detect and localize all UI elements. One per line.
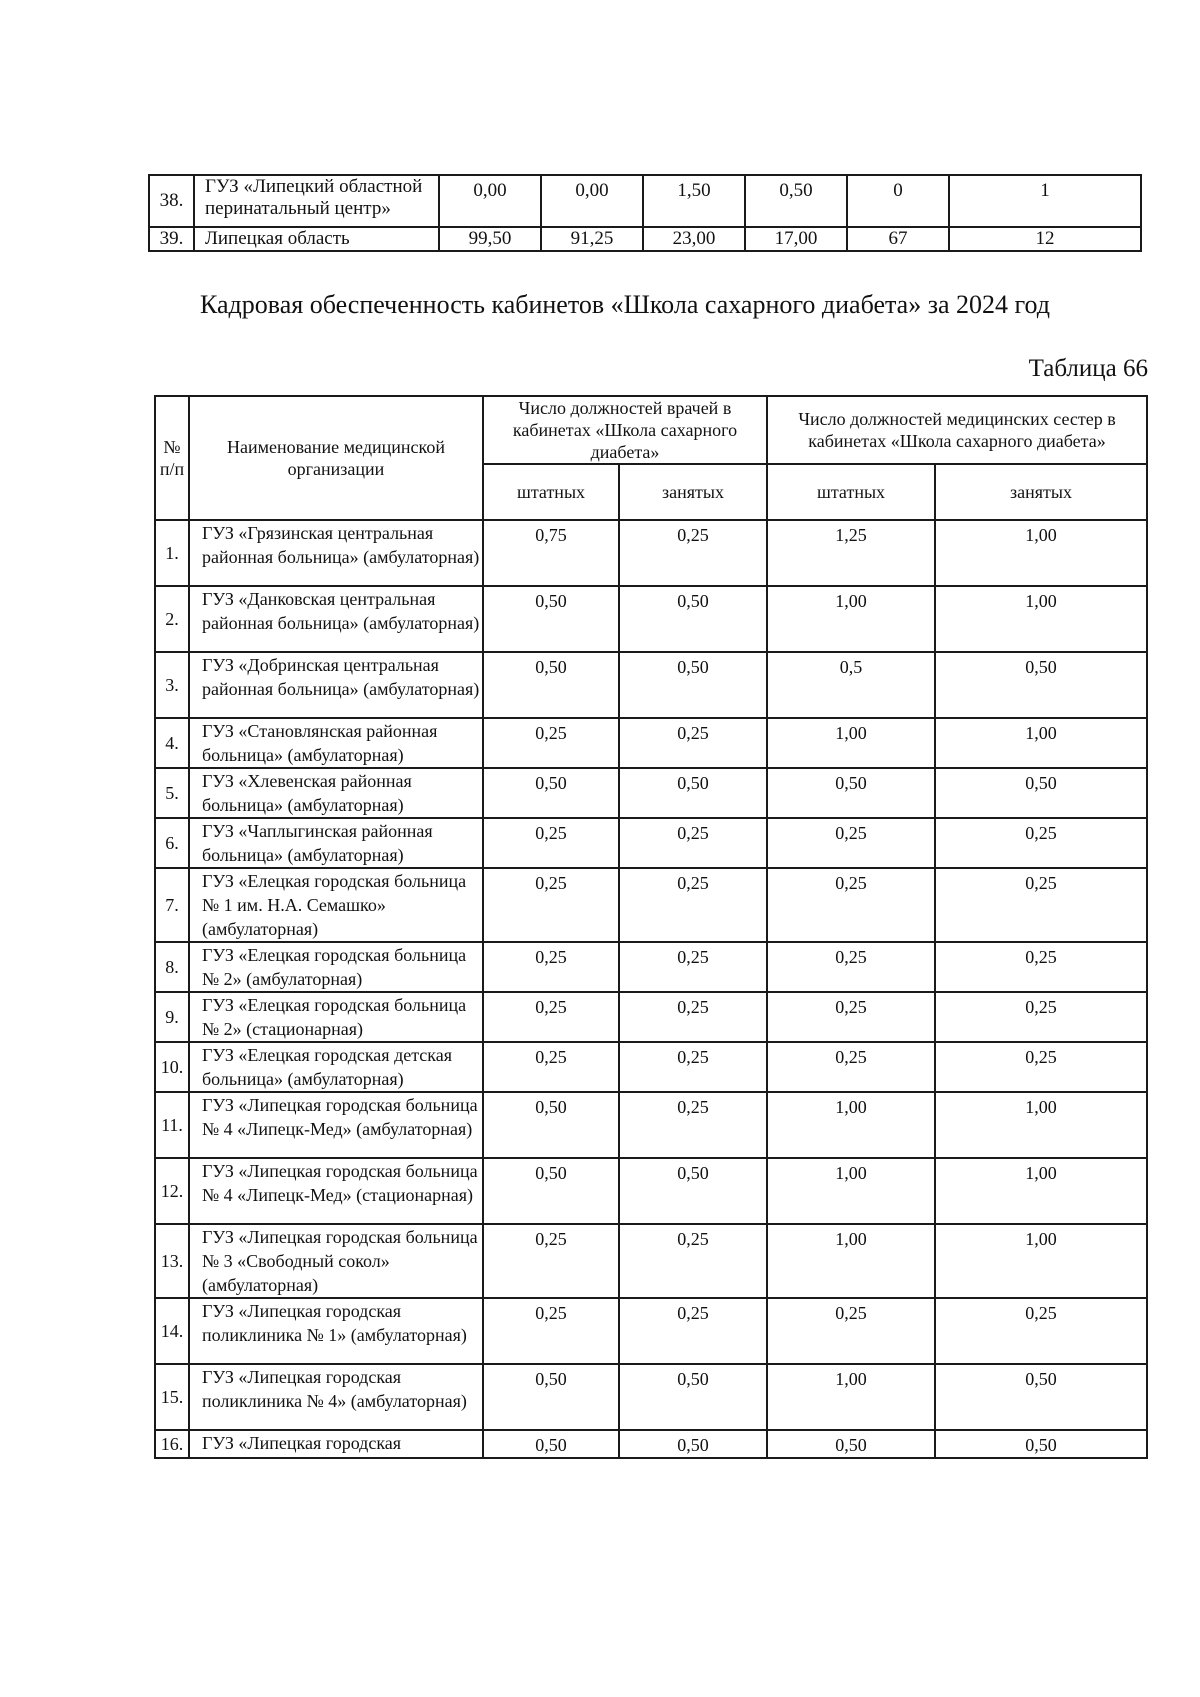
value-cell: 0,25 bbox=[483, 1298, 619, 1364]
value-cell: 0,75 bbox=[483, 520, 619, 586]
row-number: 16. bbox=[155, 1430, 189, 1458]
value-cell: 1,00 bbox=[767, 1092, 935, 1158]
value-cell: 67 bbox=[847, 227, 949, 251]
table-row bbox=[155, 868, 1147, 942]
header-doctors-occupied: занятых bbox=[619, 464, 767, 520]
table-number-label: Таблица 66 bbox=[1028, 355, 1148, 382]
table-row bbox=[149, 175, 1141, 227]
value-cell: 1,00 bbox=[767, 718, 935, 768]
value-cell: 0,25 bbox=[935, 868, 1147, 942]
value-cell: 1,00 bbox=[935, 1224, 1147, 1298]
value-cell: 0,25 bbox=[767, 1042, 935, 1092]
row-number: 7. bbox=[155, 868, 189, 942]
row-number: 13. bbox=[155, 1224, 189, 1298]
value-cell: 0,25 bbox=[619, 1298, 767, 1364]
value-cell: 0,25 bbox=[619, 520, 767, 586]
continuation-table bbox=[148, 174, 1142, 252]
table-row bbox=[155, 768, 1147, 818]
org-name: ГУЗ «Грязинская центральная районная больница» (амбулаторная) bbox=[189, 520, 483, 586]
value-cell: 12 bbox=[949, 227, 1141, 251]
value-cell: 1,25 bbox=[767, 520, 935, 586]
value-cell: 1,50 bbox=[643, 175, 745, 227]
table-row bbox=[155, 1158, 1147, 1224]
org-name: ГУЗ «Липецкая городская больница № 4 «Липецк-Мед» (стационарная) bbox=[189, 1158, 483, 1224]
value-cell: 0,25 bbox=[483, 868, 619, 942]
value-cell: 0,25 bbox=[619, 1224, 767, 1298]
org-name: ГУЗ «Елецкая городская больница № 1 им. Н.А. Семашко» (амбулаторная) bbox=[189, 868, 483, 942]
row-number: 8. bbox=[155, 942, 189, 992]
value-cell: 0,50 bbox=[745, 175, 847, 227]
row-number: 38. bbox=[149, 175, 194, 227]
table-row bbox=[155, 1298, 1147, 1364]
value-cell: 0,25 bbox=[935, 818, 1147, 868]
value-cell: 0,25 bbox=[619, 818, 767, 868]
value-cell: 0,50 bbox=[767, 768, 935, 818]
value-cell: 0,25 bbox=[935, 942, 1147, 992]
value-cell: 0,50 bbox=[483, 1430, 619, 1458]
header-nurses-occupied: занятых bbox=[935, 464, 1147, 520]
value-cell: 1 bbox=[949, 175, 1141, 227]
value-cell: 0,50 bbox=[619, 1364, 767, 1430]
org-name: ГУЗ «Липецкий областной перинатальный центр» bbox=[194, 175, 439, 227]
value-cell: 0,25 bbox=[935, 1298, 1147, 1364]
value-cell: 1,00 bbox=[935, 718, 1147, 768]
org-name: ГУЗ «Елецкая городская детская больница» (амбулаторная) bbox=[189, 1042, 483, 1092]
value-cell: 1,00 bbox=[935, 520, 1147, 586]
value-cell: 0,25 bbox=[935, 1042, 1147, 1092]
value-cell: 0,50 bbox=[935, 652, 1147, 718]
value-cell: 1,00 bbox=[935, 1092, 1147, 1158]
value-cell: 0,25 bbox=[619, 718, 767, 768]
value-cell: 0,50 bbox=[483, 768, 619, 818]
org-name: ГУЗ «Чаплыгинская районная больница» (амбулаторная) bbox=[189, 818, 483, 868]
row-number: 11. bbox=[155, 1092, 189, 1158]
org-name: ГУЗ «Липецкая городская поликлиника № 4» (амбулаторная) bbox=[189, 1364, 483, 1430]
value-cell: 0,50 bbox=[935, 1364, 1147, 1430]
value-cell: 0,00 bbox=[541, 175, 643, 227]
row-number: 9. bbox=[155, 992, 189, 1042]
value-cell: 1,00 bbox=[935, 1158, 1147, 1224]
value-cell: 0,50 bbox=[619, 1430, 767, 1458]
value-cell: 1,00 bbox=[767, 1224, 935, 1298]
value-cell: 0,50 bbox=[483, 1364, 619, 1430]
value-cell: 0,25 bbox=[483, 1042, 619, 1092]
value-cell: 99,50 bbox=[439, 227, 541, 251]
value-cell: 0,50 bbox=[767, 1430, 935, 1458]
header-nurses: Число должностей медицинских сестер в кабинетах «Школа сахарного диабета» bbox=[767, 396, 1147, 464]
row-number: 12. bbox=[155, 1158, 189, 1224]
table-row bbox=[155, 942, 1147, 992]
row-number: 3. bbox=[155, 652, 189, 718]
table-row bbox=[149, 227, 1141, 251]
table-row bbox=[155, 992, 1147, 1042]
value-cell: 0,25 bbox=[483, 942, 619, 992]
value-cell: 23,00 bbox=[643, 227, 745, 251]
value-cell: 0,50 bbox=[619, 586, 767, 652]
header-nurses-staff: штатных bbox=[767, 464, 935, 520]
row-number: 14. bbox=[155, 1298, 189, 1364]
value-cell: 0,25 bbox=[767, 868, 935, 942]
value-cell: 0,25 bbox=[619, 942, 767, 992]
org-name: ГУЗ «Хлевенская районная больница» (амбулаторная) bbox=[189, 768, 483, 818]
staffing-table bbox=[154, 395, 1148, 1459]
value-cell: 0,50 bbox=[619, 768, 767, 818]
row-number: 4. bbox=[155, 718, 189, 768]
value-cell: 91,25 bbox=[541, 227, 643, 251]
value-cell: 0,25 bbox=[767, 992, 935, 1042]
value-cell: 0,25 bbox=[619, 1042, 767, 1092]
row-number: 10. bbox=[155, 1042, 189, 1092]
table-row bbox=[155, 718, 1147, 768]
row-number: 5. bbox=[155, 768, 189, 818]
table-row bbox=[155, 652, 1147, 718]
value-cell: 0,50 bbox=[619, 1158, 767, 1224]
page-title: Кадровая обеспеченность кабинетов «Школа сахарного диабета» за 2024 год bbox=[200, 290, 1051, 319]
value-cell: 0,25 bbox=[619, 1092, 767, 1158]
value-cell: 0,25 bbox=[767, 1298, 935, 1364]
table-row bbox=[155, 818, 1147, 868]
value-cell: 0,25 bbox=[767, 942, 935, 992]
value-cell: 0,00 bbox=[439, 175, 541, 227]
value-cell: 0,50 bbox=[483, 586, 619, 652]
value-cell: 0,50 bbox=[483, 652, 619, 718]
row-number: 39. bbox=[149, 227, 194, 251]
value-cell: 17,00 bbox=[745, 227, 847, 251]
header-doctors-staff: штатных bbox=[483, 464, 619, 520]
row-number: 2. bbox=[155, 586, 189, 652]
value-cell: 1,00 bbox=[767, 586, 935, 652]
value-cell: 0,25 bbox=[767, 818, 935, 868]
table-row bbox=[155, 1364, 1147, 1430]
org-name: Липецкая область bbox=[194, 227, 439, 251]
value-cell: 0,25 bbox=[483, 1224, 619, 1298]
value-cell: 0,25 bbox=[483, 818, 619, 868]
org-name: ГУЗ «Елецкая городская больница № 2» (амбулаторная) bbox=[189, 942, 483, 992]
row-number: 1. bbox=[155, 520, 189, 586]
header-doctors: Число должностей врачей в кабинетах «Школа сахарного диабета» bbox=[483, 396, 767, 464]
header-num: № п/п bbox=[155, 396, 189, 520]
table-row bbox=[155, 586, 1147, 652]
value-cell: 0,50 bbox=[935, 768, 1147, 818]
value-cell: 0,50 bbox=[935, 1430, 1147, 1458]
value-cell: 0 bbox=[847, 175, 949, 227]
row-number: 6. bbox=[155, 818, 189, 868]
org-name: ГУЗ «Данковская центральная районная больница» (амбулаторная) bbox=[189, 586, 483, 652]
value-cell: 1,00 bbox=[767, 1158, 935, 1224]
value-cell: 0,25 bbox=[619, 868, 767, 942]
table-row bbox=[155, 1224, 1147, 1298]
table-row bbox=[155, 520, 1147, 586]
value-cell: 1,00 bbox=[935, 586, 1147, 652]
table-row bbox=[155, 1430, 1147, 1458]
org-name: ГУЗ «Добринская центральная районная больница» (амбулаторная) bbox=[189, 652, 483, 718]
org-name: ГУЗ «Становлянская районная больница» (амбулаторная) bbox=[189, 718, 483, 768]
header-org-name: Наименование медицинской организации bbox=[189, 396, 483, 520]
org-name: ГУЗ «Липецкая городская поликлиника № 1» (амбулаторная) bbox=[189, 1298, 483, 1364]
value-cell: 1,00 bbox=[767, 1364, 935, 1430]
value-cell: 0,25 bbox=[483, 718, 619, 768]
value-cell: 0,5 bbox=[767, 652, 935, 718]
value-cell: 0,50 bbox=[619, 652, 767, 718]
org-name: ГУЗ «Липецкая городская больница № 4 «Липецк-Мед» (амбулаторная) bbox=[189, 1092, 483, 1158]
value-cell: 0,50 bbox=[483, 1158, 619, 1224]
org-name: ГУЗ «Липецкая городская больница № 3 «Свободный сокол» (амбулаторная) bbox=[189, 1224, 483, 1298]
table-row bbox=[155, 1092, 1147, 1158]
org-name: ГУЗ «Липецкая городская bbox=[189, 1430, 483, 1458]
table-row bbox=[155, 1042, 1147, 1092]
value-cell: 0,25 bbox=[935, 992, 1147, 1042]
row-number: 15. bbox=[155, 1364, 189, 1430]
org-name: ГУЗ «Елецкая городская больница № 2» (стационарная) bbox=[189, 992, 483, 1042]
value-cell: 0,25 bbox=[619, 992, 767, 1042]
value-cell: 0,50 bbox=[483, 1092, 619, 1158]
value-cell: 0,25 bbox=[483, 992, 619, 1042]
